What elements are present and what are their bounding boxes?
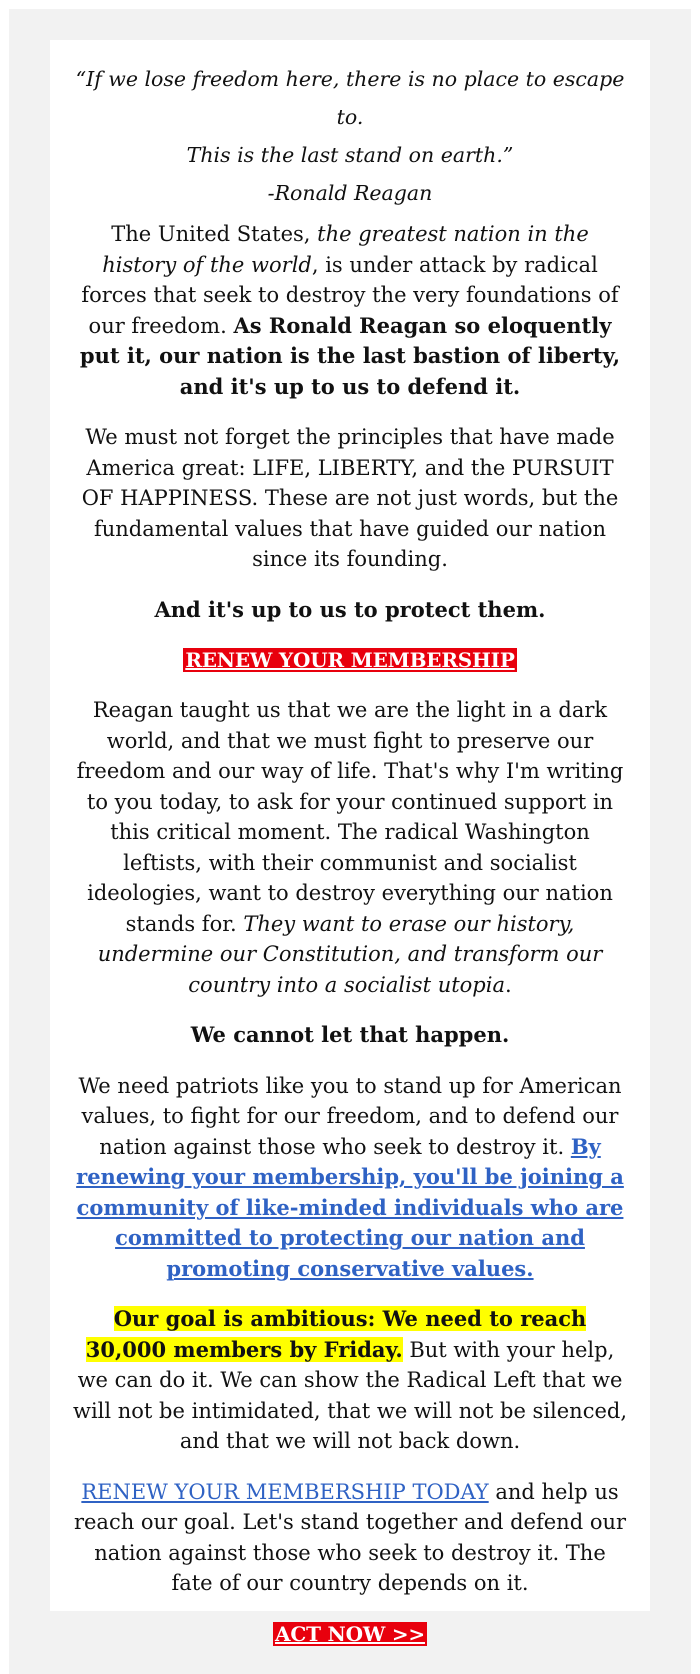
- act-now-button[interactable]: ACT NOW >>: [275, 1621, 425, 1646]
- paragraph-renew-today: [72, 1477, 628, 1599]
- reagan-text-italic: They want to erase our history, undermine our Constitution, and transform our country into a socialist utopia: [97, 911, 603, 997]
- paragraph-principles: We must not forget the principles that have made America great: LIFE, LIBERTY, and the PURSUIT OF HAPPINESS. These are not just words, but the fundamental values that have guided our nation since its founding.: [81, 425, 619, 571]
- paragraph-goal: [72, 1304, 628, 1457]
- renew-today-text: and help us reach our goal. Let's stand together and defend our nation against those who seek to destroy it. The fate of our country depends on it.: [73, 1479, 627, 1595]
- paragraph-patriots: [72, 1071, 628, 1285]
- renew-button-row: [72, 645, 628, 675]
- intro-text-italic: the greatest nation in the history of the world: [102, 222, 589, 277]
- renew-today-link[interactable]: RENEW YOUR MEMBERSHIP TODAY: [81, 1479, 489, 1504]
- quote-attribution: -Ronald Reagan: [267, 181, 433, 205]
- renew-membership-button[interactable]: RENEW YOUR MEMBERSHIP: [185, 648, 515, 672]
- paragraph-protect: And it's up to us to protect them.: [154, 596, 546, 622]
- paragraph-cannot: We cannot let that happen.: [190, 1022, 510, 1047]
- quote-line-1: “If we lose freedom here, there is no place to escape to.: [75, 67, 625, 129]
- intro-text-2: , is under attack by radical forces that seek to destroy the very foundations of our freedom.: [81, 252, 619, 338]
- act-now-button-row: [72, 1619, 628, 1649]
- paragraph-reagan: [72, 695, 628, 1000]
- goal-highlight: Our goal is ambitious: We need to reach 30,000 members by Friday.: [85, 1306, 587, 1362]
- patriots-text: We need patriots like you to stand up for American values, to fight for our freedom, and to defend our nation against those who seek to destroy it.: [78, 1073, 622, 1159]
- quote-line-2: This is the last stand on earth.”: [186, 143, 514, 167]
- intro-text-1: The United States,: [111, 222, 318, 246]
- renew-community-link[interactable]: By renewing your membership, you'll be joining a community of like-minded individuals who are committed to protecting our nation and promoting conservative values.: [76, 1133, 624, 1281]
- email-body: [50, 40, 650, 1649]
- intro-text-bold: As Ronald Reagan so eloquently put it, our nation is the last bastion of liberty, and it's up to us to defend it.: [79, 312, 621, 399]
- paragraph-intro: [72, 219, 628, 402]
- goal-text: But with your help, we can do it. We can show the Radical Left that we will not be intimidated, that we will not be silenced, and that we will not back down.: [72, 1337, 628, 1453]
- email-card: [50, 40, 650, 1646]
- reagan-text-1: Reagan taught us that we are the light in a dark world, and that we must fight to preserve our freedom and our way of life. That's why I'm writing to you today, to ask for your continued support in this critical moment. The radical Washington leftists, with their communist and socialist ideologies, want to destroy everything our nation stands for.: [76, 698, 624, 936]
- email-background: [9, 9, 691, 1674]
- reagan-text-2: .: [505, 972, 512, 997]
